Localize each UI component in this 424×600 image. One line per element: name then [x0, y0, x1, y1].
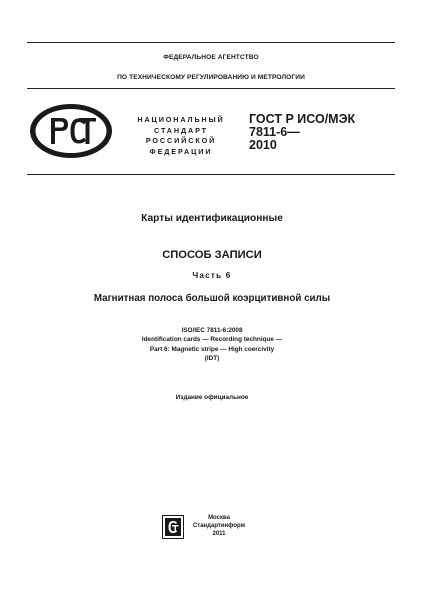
publisher-name: Стандартинформ — [192, 523, 246, 530]
document-subtitle: Магнитная полоса большой коэрцитивной силы — [93, 293, 331, 304]
header-rule — [27, 88, 395, 89]
iso-reference-line-1: ISO/IEC 7811-6:2008 — [181, 327, 243, 334]
edition-label: Издание официальное — [175, 394, 249, 401]
gost-r-mark-icon — [28, 102, 114, 160]
national-standard-line-3: РОССИЙСКОЙ — [145, 136, 217, 145]
publisher-year: 2011 — [212, 531, 226, 538]
document-part: Часть 6 — [192, 271, 232, 280]
document-title: Карты идентификационные — [141, 213, 283, 224]
document-title-main: СПОСОБ ЗАПИСИ — [162, 249, 262, 261]
agency-line-2: ПО ТЕХНИЧЕСКОМУ РЕГУЛИРОВАНИЮ И МЕТРОЛОГИИ — [117, 74, 305, 81]
iso-reference-line-4: (IDT) — [204, 354, 220, 362]
designation-line-1: ГОСТ Р ИСО/МЭК — [249, 112, 356, 126]
national-standard-label — [124, 115, 238, 157]
standard-designation — [249, 113, 355, 152]
iso-reference-line-3: Part 6: Magnetic stripe — High coercivity — [149, 345, 275, 353]
publisher-block — [188, 514, 250, 539]
national-standard-line-2: СТАНДАРТ — [154, 125, 208, 135]
iso-reference-line-2: Identification cards — Recording technique — — [141, 336, 283, 344]
designation-line-2: 7811-6— — [249, 125, 300, 139]
standard-block-rule — [27, 174, 395, 175]
publisher-city: Москва — [208, 515, 230, 521]
designation-line-3: 2010 — [249, 138, 277, 152]
iso-reference — [0, 326, 424, 363]
agency-line-1: ФЕДЕРАЛЬНОЕ АГЕНТСТВО — [163, 54, 259, 61]
national-standard-line-4: ФЕДЕРАЦИИ — [149, 146, 213, 156]
top-rule — [27, 42, 395, 43]
national-standard-line-1: НАЦИОНАЛЬНЫЙ — [137, 115, 225, 124]
standartinform-logo-icon — [162, 515, 184, 539]
